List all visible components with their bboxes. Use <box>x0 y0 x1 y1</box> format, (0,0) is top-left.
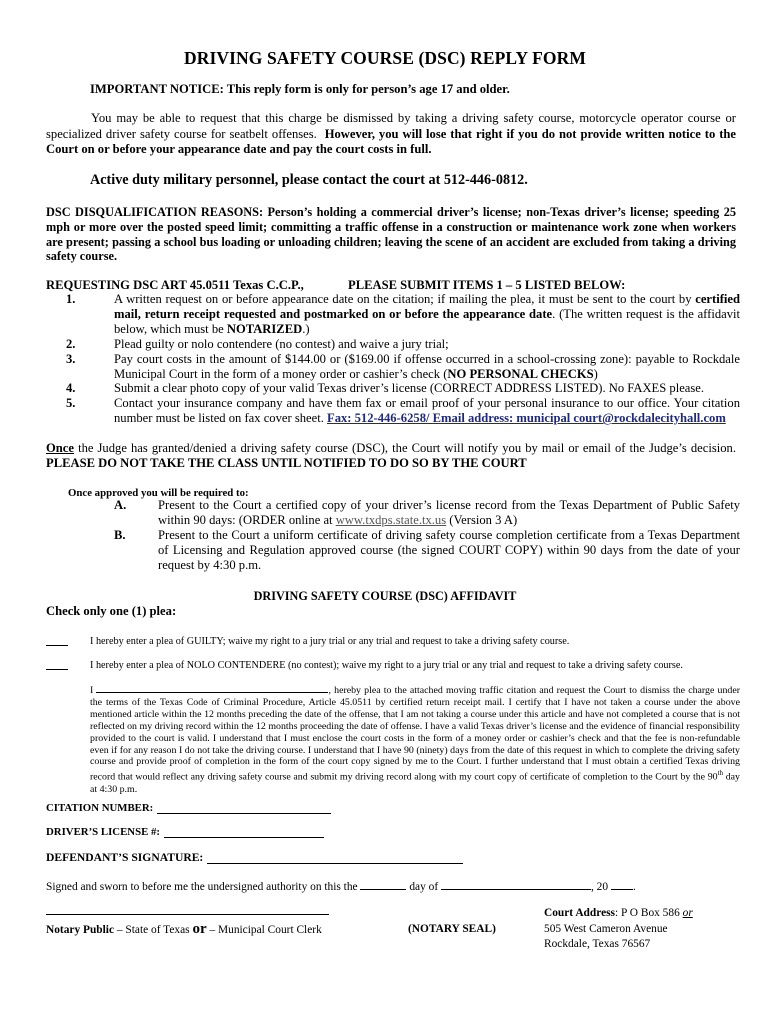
court-address-line3: Rockdale, Texas 76567 <box>544 938 651 950</box>
list-item <box>46 352 740 382</box>
notary-label <box>46 921 322 938</box>
item-text-part: Pay court costs in the amount of $144.00 or ($169.00 if offense occurred in a school-crossing zone): payable to Rockdale Municipal Court in the form of a money order or cashier’s check ( <box>114 351 740 381</box>
citation-number-label: CITATION NUMBER: <box>46 802 154 814</box>
court-address-line2: 505 West Cameron Avenue <box>544 922 668 935</box>
once-word: Once <box>46 441 74 455</box>
court-address-label: Court Address <box>544 907 615 919</box>
do-not-take-class-warning: PLEASE DO NOT TAKE THE CLASS UNTIL NOTIFIED TO DO SO BY THE COURT <box>46 456 527 470</box>
item-text-part: .) <box>302 321 310 336</box>
defendant-signature-input[interactable] <box>207 853 463 864</box>
list-item <box>46 396 740 426</box>
item-text-part: Contact your insurance company and have them fax or email proof of your personal insurance to our office. Your citation number must be listed on fax cover sheet. <box>114 396 740 426</box>
list-item <box>46 381 740 396</box>
affidavit-text: , hereby plea to the attached moving traffic citation and request the Court to dismiss the charge under the terms of the Texas Code of Criminal Procedure, Article 45.0511 by certified return receipt mail. I certify that I have not taken a course under the above mentioned article within the 12 months preceding the date of the offense, that I am not taking a course under this article and have not completed a course that is not reflected on my driving record within the 12 months proceeding the date of offense. I have a valid Texas driver’s license and the evidence of financial responsibility provided to the court is valid. I understand that I must enclose the court costs in the form of a money order or cashier’s check and that the fee is non-refundable even if for any reason I do not take the driving course. I understand that I have 90 (ninety) days from the date of this request in which to complete the driving safety course and provide proof of completion in the form of the court copy signed by me to the Court. I further understand that I must obtain a certified Texas driving record that would reflect any driving safety course and submit my driving record along with my court copy of certificate of completion to the Court by the 90 <box>90 685 741 783</box>
defendant-signature-field <box>46 851 463 864</box>
plea-checkbox-blank[interactable] <box>46 636 90 649</box>
year-blank[interactable] <box>611 880 633 890</box>
affidavit-heading: DRIVING SAFETY COURSE (DSC) AFFIDAVIT <box>253 589 517 603</box>
day-blank[interactable] <box>360 880 406 890</box>
name-blank[interactable] <box>96 683 328 693</box>
ordinal-suffix: th <box>717 769 724 778</box>
requirements-list <box>46 292 740 426</box>
month-blank[interactable] <box>441 880 591 890</box>
list-item <box>46 528 740 573</box>
plea-text: I hereby enter a plea of GUILTY; waive my right to a jury trial or any trial and request to take a driving safety course. <box>90 636 570 647</box>
notary-signature-line[interactable] <box>46 914 329 915</box>
sworn-text: Signed and sworn to before me the undersigned authority on this the <box>46 881 358 893</box>
defendant-signature-label: DEFENDANT’S SIGNATURE: <box>46 851 204 864</box>
notary-seal-label: (NOTARY SEAL) <box>408 923 496 935</box>
sworn-statement <box>46 880 636 893</box>
military-notice: Active duty military personnel, please contact the court at 512-446-0812. <box>90 172 528 188</box>
item-text <box>114 396 740 426</box>
item-text-bold: NO PERSONAL CHECKS <box>447 366 594 381</box>
drivers-license-label: DRIVER’S LICENSE #: <box>46 826 160 838</box>
notary-public-text: Notary Public <box>46 924 115 936</box>
list-item <box>46 292 740 337</box>
step-letter: B. <box>114 528 126 542</box>
item-number: 2. <box>66 336 76 351</box>
court-address-po-box: : P O Box 586 <box>615 907 683 919</box>
step-text-part: (Version 3 A) <box>446 513 518 527</box>
item-text: Plead guilty or nolo contendere (no contest) and waive a jury trial; <box>114 336 449 351</box>
item-text-bold: NOTARIZED <box>226 321 303 336</box>
affidavit-body <box>90 683 740 795</box>
list-item <box>46 337 740 352</box>
item-number: 1. <box>66 292 76 306</box>
txdps-link[interactable]: www.txdps.state.tx.us <box>335 513 447 527</box>
item-number: 4. <box>66 381 76 396</box>
affidavit-end: day at 4:30 p.m. <box>90 771 740 795</box>
item-text <box>114 352 740 382</box>
approved-heading: Once approved you will be required to: <box>68 487 249 499</box>
nolo-plea-option <box>46 660 683 673</box>
sworn-year-prefix: , 20 <box>590 881 609 893</box>
item-text: Submit a clear photo copy of your valid Texas driver’s license (CORRECT ADDRESS LISTED). No FAXES please. <box>114 381 705 396</box>
approved-steps-list <box>46 498 740 573</box>
item-text-part: A written request on or before appearance date on the citation; if mailing the plea, it must be sent to the court by <box>114 292 696 306</box>
citation-number-input[interactable] <box>157 803 331 814</box>
affidavit-i: I <box>90 685 94 696</box>
disqualification-reasons: DSC DISQUALIFICATION REASONS: Person’s holding a commercial driver’s license; non-Texas driver’s license; speeding 25 mph or more over the posted speed limit; committing a traffic offense in a construction or maintenance work zone when workers are present; passing a school bus loading or unloading children; leaving the scene of an accident are excluded from taking a driving safety course. <box>46 205 736 264</box>
notary-state-text: – State of Texas <box>114 924 193 936</box>
fax-email-contact: Fax: 512-446-6258/ Email address: municipal court@rockdalecityhall.com <box>327 411 726 426</box>
requesting-heading: REQUESTING DSC ART 45.0511 Texas C.C.P., <box>46 278 304 292</box>
drivers-license-input[interactable] <box>164 827 324 838</box>
court-address-line1 <box>544 906 693 922</box>
item-number: 3. <box>66 351 76 366</box>
step-text: Present to the Court a uniform certificate of driving safety course completion certificate from a Texas Department of Licensing and Regulation approved course (the signed COURT COPY) within 90 days from the date of your request by 4:30 p.m. <box>158 528 740 572</box>
drivers-license-field <box>46 826 324 838</box>
notary-clerk-text: – Municipal Court Clerk <box>206 924 322 936</box>
item-text-part: ) <box>593 366 598 381</box>
plea-checkbox-blank[interactable] <box>46 660 90 673</box>
court-address <box>544 906 693 953</box>
step-letter: A. <box>114 498 127 512</box>
step-text-part: Present to the Court a certified copy of your driver’s license record from the Texas Department of Public Safety within 90 days: (ORDER online at <box>158 498 740 527</box>
notification-paragraph <box>46 441 736 471</box>
item-text <box>114 292 740 337</box>
notary-or: or <box>192 921 207 937</box>
plea-text: I hereby enter a plea of NOLO CONTENDERE (no contest); waive my right to a jury trial or any trial and request to take a driving safety course. <box>90 660 683 671</box>
item-text-bold: certified mail, return receipt requested and postmarked on or before the appearance date <box>114 292 740 321</box>
intro-paragraph <box>46 111 736 158</box>
step-text <box>158 498 740 528</box>
sworn-day-of: day of <box>409 881 439 893</box>
sworn-period: . <box>632 881 636 893</box>
important-notice: IMPORTANT NOTICE: This reply form is only for person’s age 17 and older. <box>90 82 510 96</box>
guilty-plea-option <box>46 636 569 649</box>
submit-items-heading: PLEASE SUBMIT ITEMS 1 – 5 LISTED BELOW: <box>348 278 626 292</box>
intro-text: You may be able to request that this charge be dismissed by taking a driving safety course, motorcycle operator course or specialized driver safety course for seatbelt offenses. <box>46 111 736 141</box>
notification-text: the Judge has granted/denied a driving safety course (DSC), the Court will notify you by mail or email of the Judge’s decision. <box>73 441 736 455</box>
list-item <box>46 498 740 528</box>
court-address-or: or <box>682 907 693 919</box>
item-text-part: . (The written request is the affidavit below, which must be <box>114 306 740 336</box>
check-one-label: Check only one (1) plea: <box>46 604 177 618</box>
item-number: 5. <box>66 396 76 411</box>
citation-number-field <box>46 802 331 814</box>
form-title: DRIVING SAFETY COURSE (DSC) REPLY FORM <box>184 48 586 68</box>
intro-warning: However, you will lose that right if you do not provide written notice to the Court on or before your appearance date and pay the court costs in full. <box>46 126 736 157</box>
